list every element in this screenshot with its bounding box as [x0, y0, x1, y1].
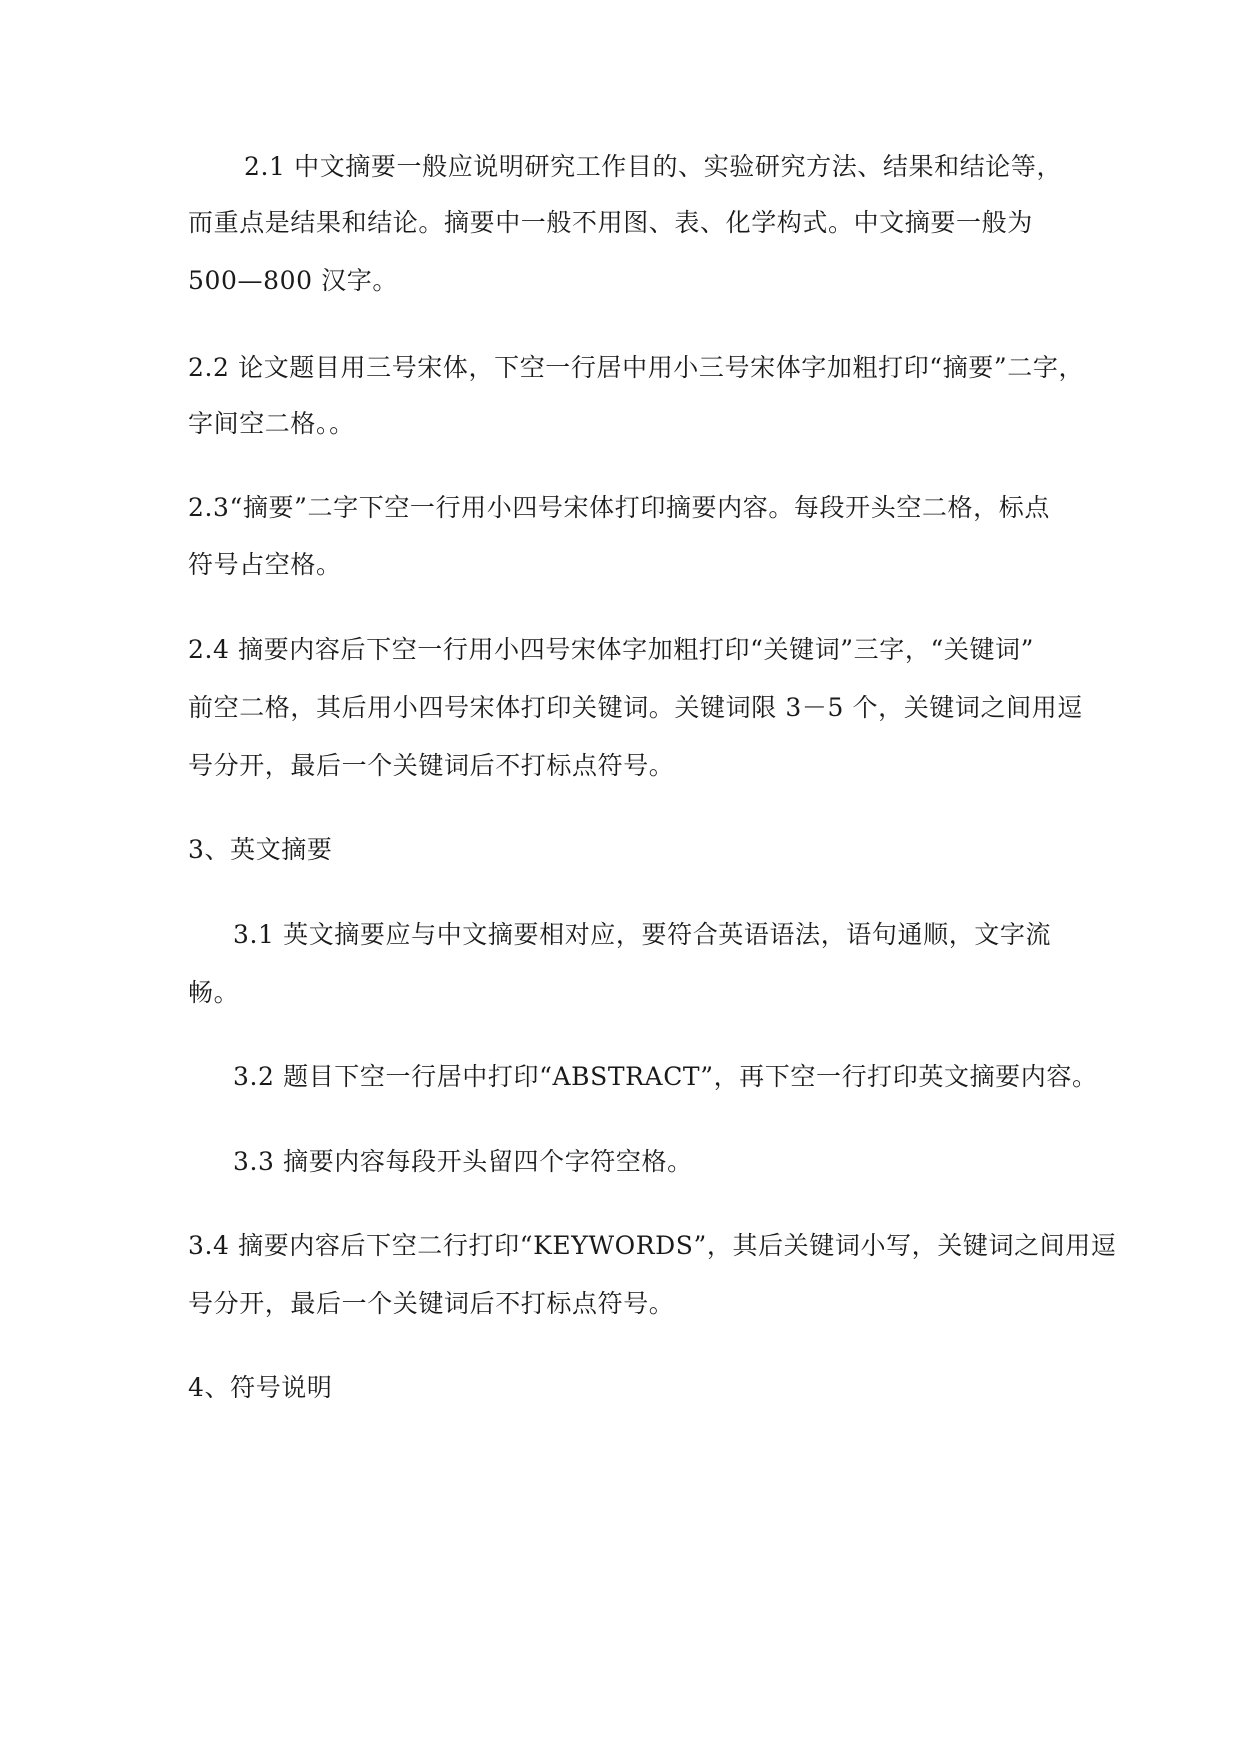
paragraph-3-4-line-1: 3.4 摘要内容后下空二行打印“KEYWORDS”，其后关键词小写，关键词之间用逗 [188, 1231, 1117, 1260]
paragraph-2-3-line-2: 符号占空格。 [188, 550, 342, 579]
paragraph-2-4-line-3: 号分开，最后一个关键词后不打标点符号。 [188, 751, 675, 780]
paragraph-2-1-line-3: 500—800 汉字。 [188, 266, 398, 295]
paragraph-2-4-line-2: 前空二格，其后用小四号宋体打印关键词。关键词限 3－5 个，关键词之间用逗 [188, 693, 1083, 722]
paragraph-2-4-line-1: 2.4 摘要内容后下空一行用小四号宋体字加粗打印“关键词”三字，“关键词” [188, 635, 1035, 664]
paragraph-3-1-line-1: 3.1 英文摘要应与中文摘要相对应，要符合英语语法，语句通顺，文字流 [233, 920, 1052, 949]
paragraph-3-2: 3.2 题目下空一行居中打印“ABSTRACT”，再下空一行打印英文摘要内容。 [233, 1062, 1098, 1091]
paragraph-3-3: 3.3 摘要内容每段开头留四个字符空格。 [233, 1147, 693, 1176]
paragraph-2-3-line-1: 2.3“摘要”二字下空一行用小四号宋体打印摘要内容。每段开头空二格，标点 [188, 493, 1050, 522]
paragraph-3-4-line-2: 号分开，最后一个关键词后不打标点符号。 [188, 1289, 675, 1318]
paragraph-2-1-line-2: 而重点是结果和结论。摘要中一般不用图、表、化学构式。中文摘要一般为 [188, 208, 1033, 237]
paragraph-3-1-line-2: 畅。 [188, 978, 240, 1007]
section-heading-4: 4、符号说明 [188, 1373, 333, 1402]
paragraph-2-2-line-1: 2.2 论文题目用三号宋体，下空一行居中用小三号宋体字加粗打印“摘要”二字， [188, 353, 1085, 382]
paragraph-2-2-line-2: 字间空二格。。 [188, 409, 355, 438]
paragraph-2-1-line-1: 2.1 中文摘要一般应说明研究工作目的、实验研究方法、结果和结论等， [244, 152, 1063, 181]
section-heading-3: 3、英文摘要 [188, 835, 333, 864]
